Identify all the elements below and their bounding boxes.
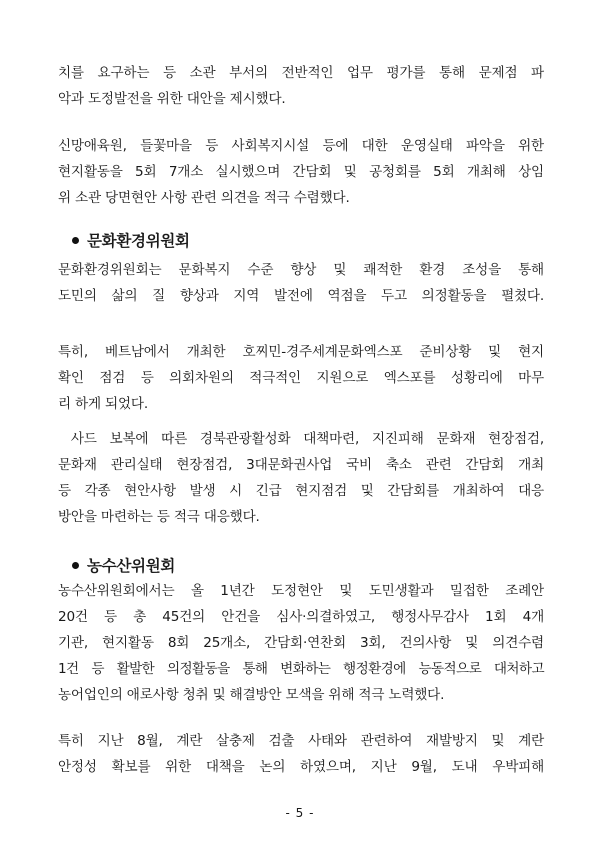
text-line: 치를 요구하는 등 소관 부서의 전반적인 업무 평가를 통해 문제점 파	[58, 65, 544, 81]
text-line: 악과 도정발전을 위한 대안을 제시했다.	[58, 91, 286, 107]
text-line: 기관, 현지활동 8회 25개소, 간담회·연찬회 3회, 건의사항 및 의견수렴	[58, 635, 544, 651]
paragraph-welfare-activities	[58, 133, 544, 211]
text-line: 특히 지난 8월, 계란 살충제 검출 사태와 관련하여 재발방지 및 계란	[58, 733, 544, 749]
text-line: 위 소관 당면현안 사항 관련 의견을 적극 수렴했다.	[58, 190, 350, 206]
text-line: 사드 보복에 따른 경북관광활성화 대책마련, 지진피해 문화재 현장점검,	[58, 431, 544, 447]
text-line: 도민의 삶의 질 향상과 지역 발전에 역점을 두고 의정활동을 펼쳤다.	[58, 288, 544, 304]
paragraph-expo-support	[58, 339, 544, 417]
text-line: 20건 등 총 45건의 안건을 심사·의결하였고, 행정사무감사 1회 4개	[58, 609, 544, 625]
page-number: - 5 -	[285, 806, 315, 820]
text-line: 현지활동을 5회 7개소 실시했으며 간담회 및 공청회를 5회 개최해 상임	[58, 164, 544, 180]
paragraph-agriculture-overview	[58, 578, 544, 708]
heading-text: 농수산위원회	[87, 557, 176, 575]
text-line: 리 하게 되었다.	[58, 396, 148, 412]
text-line: 문화환경위원회는 문화복지 수준 향상 및 쾌적한 환경 조성을 통해	[58, 262, 544, 278]
paragraph-culture-overview	[58, 257, 544, 309]
paragraph-urgent-inspections	[58, 426, 544, 530]
text-line: 농어업인의 애로사항 청취 및 해결방안 모색을 위해 적극 노력했다.	[58, 687, 445, 703]
text-line: 확인 점검 등 의회차원의 적극적인 지원으로 엑스포를 성황리에 마무	[58, 370, 544, 386]
text-line: 신망애육원, 들꽃마을 등 사회복지시설 등에 대한 운영실태 파악을 위한	[58, 138, 544, 154]
section-heading-culture-committee	[72, 229, 190, 251]
text-line: 1건 등 활발한 의정활동을 통해 변화하는 행정환경에 능동적으로 대처하고	[58, 661, 544, 677]
text-line: 안정성 확보를 위한 대책을 논의 하였으며, 지난 9월, 도내 우박피해	[58, 759, 544, 775]
text-line: 방안을 마련하는 등 적극 대응했다.	[58, 509, 260, 525]
section-heading-agriculture-committee	[72, 554, 175, 576]
text-line: 농수산위원회에서는 올 1년간 도정현안 및 도민생활과 밀접한 조례안	[58, 583, 544, 599]
text-line: 문화재 관리실태 현장점검, 3대문화권사업 국비 축소 관련 간담회 개최	[58, 457, 544, 473]
text-line: 등 각종 현안사항 발생 시 긴급 현지점검 및 간담회를 개최하여 대응	[58, 483, 544, 499]
paragraph-egg-safety	[58, 728, 544, 780]
bullet-icon	[72, 562, 79, 569]
bullet-icon	[72, 237, 79, 244]
paragraph-evaluation	[58, 60, 544, 112]
heading-text: 문화환경위원회	[87, 232, 190, 250]
text-line: 특히, 베트남에서 개최한 호찌민-경주세계문화엑스포 준비상황 및 현지	[58, 344, 544, 360]
